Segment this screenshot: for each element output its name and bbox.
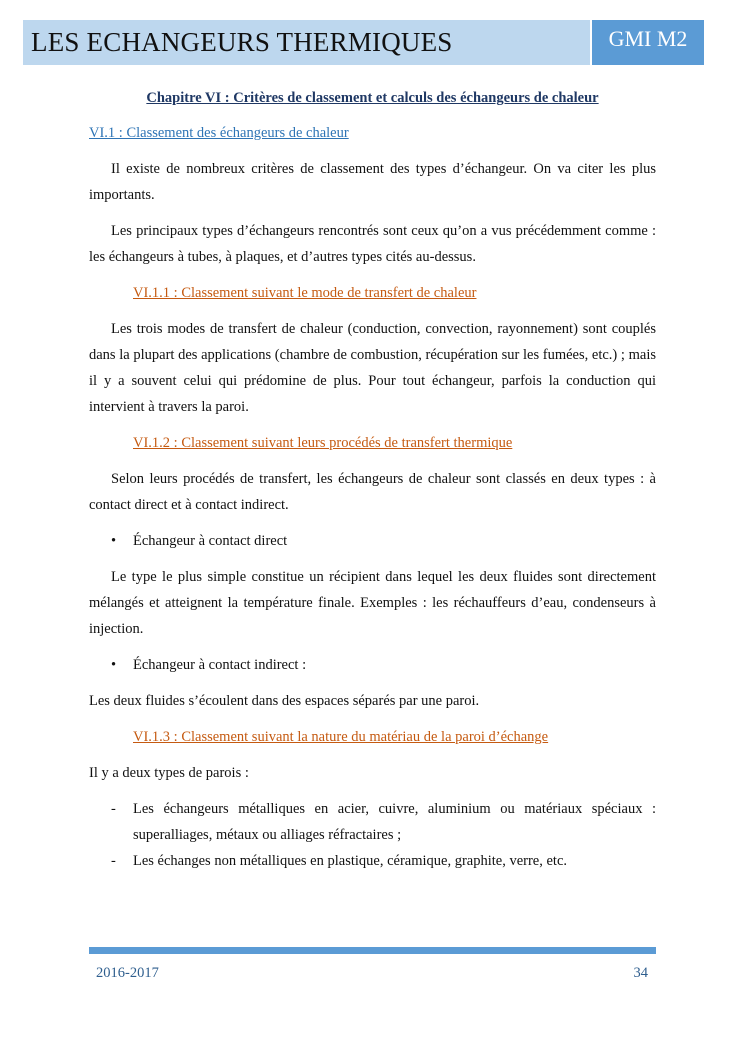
- section-heading-vi-1-1: VI.1.1 : Classement suivant le mode de transfert de chaleur: [133, 285, 477, 301]
- paragraph: Les principaux types d’échangeurs rencontrés sont ceux qu’on a vus précédemment comme : les échangeurs à tubes, à plaques, et d’autres types cités au-dessus.: [89, 223, 656, 265]
- page-number: 34: [633, 965, 648, 981]
- page-header: [23, 20, 704, 65]
- dash-icon: -: [111, 801, 116, 817]
- list-item: [89, 796, 656, 848]
- paragraph: Les deux fluides s’écoulent dans des espaces séparés par une paroi.: [89, 693, 480, 709]
- paragraph: Il existe de nombreux critères de classement des types d’échangeur. On va citer les plus importants.: [89, 161, 656, 203]
- bullet-item: [89, 528, 656, 554]
- paragraph: Les trois modes de transfert de chaleur (conduction, convection, rayonnement) sont couplés dans la plupart des applications (chambre de combustion, récupération sur les fumées, etc.) ; mais il y a souvent celui qui prédomine de plus. Pour tout échangeur, parfois la conduction qui intervient à travers la paroi.: [89, 321, 656, 415]
- bullet-item: [89, 652, 656, 678]
- bullet-label: Échangeur à contact indirect :: [133, 657, 307, 673]
- section-heading-vi-1: VI.1 : Classement des échangeurs de chaleur: [89, 125, 349, 141]
- bullet-label: Échangeur à contact direct: [133, 533, 288, 549]
- section-heading-vi-1-3: VI.1.3 : Classement suivant la nature du matériau de la paroi d’échange: [133, 729, 549, 745]
- section-heading-vi-1-2: VI.1.2 : Classement suivant leurs procédés de transfert thermique: [133, 435, 513, 451]
- bullet-icon: •: [111, 533, 117, 549]
- document-title: LES ECHANGEURS THERMIQUES: [23, 20, 590, 65]
- dash-icon: -: [111, 853, 116, 869]
- page-content: [89, 85, 656, 874]
- chapter-title: Chapitre VI : Critères de classement et calculs des échangeurs de chaleur: [146, 90, 599, 106]
- paragraph: Le type le plus simple constitue un récipient dans lequel les deux fluides sont directement mélangés et atteignent la température finale. Exemples : les réchauffeurs d’eau, condenseurs à injection.: [89, 569, 656, 637]
- list-item-text: Les échangeurs métalliques en acier, cuivre, aluminium ou matériaux spéciaux : superalliages, métaux ou alliages réfractaires ;: [133, 801, 656, 843]
- paragraph: Selon leurs procédés de transfert, les échangeurs de chaleur sont classés en deux types : à contact direct et à contact indirect.: [89, 471, 656, 513]
- bullet-icon: •: [111, 657, 117, 673]
- footer-divider: [89, 947, 656, 954]
- footer-year: 2016-2017: [96, 965, 159, 981]
- paragraph: Il y a deux types de parois :: [89, 765, 249, 781]
- course-tag: GMI M2: [592, 20, 704, 65]
- list-item: [89, 848, 656, 874]
- list-item-text: Les échanges non métalliques en plastique, céramique, graphite, verre, etc.: [133, 853, 568, 869]
